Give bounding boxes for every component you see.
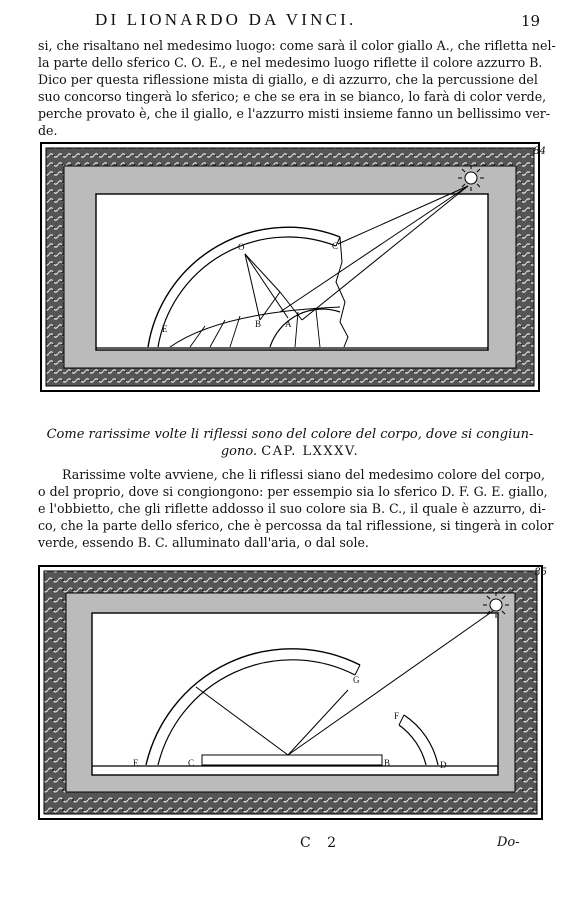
caption-line-1: Come rarissime volte li riflessi sono del colore del corpo, dove si congiun- xyxy=(46,427,534,442)
text-line: co, che la parte dello sferico, che è percossa da tal riflessione, si tingerà in color xyxy=(38,518,554,533)
text-line: si, che risaltano nel medesimo luogo: come sarà il color giallo A., che riflettа nel- xyxy=(38,38,556,53)
figure-label-b: B xyxy=(384,758,391,768)
figure-label-a: A xyxy=(285,319,292,329)
paragraph-1 xyxy=(38,37,556,139)
text-line: o del proprio, dove si congiongono: per essempio sia lo sferico D. F. G. E. giallo, xyxy=(38,484,548,499)
text-line: perche provato è, che il giallo, e l'azzurro misti insieme fanno un bellissimo ver- xyxy=(38,106,551,121)
plate-1-drawing xyxy=(40,142,540,392)
figure-label-e: E xyxy=(133,758,139,768)
figure-label-e: E xyxy=(162,324,168,334)
text-line: Dico per questa riflessione mista di giallo, e di azzurro, che la percussione del xyxy=(38,72,538,87)
text-line: e l'obbietto, che gli riflette addosso il suo colore sia B. C., il quale è azzurro, di- xyxy=(38,501,546,516)
caption-line-2: gono. xyxy=(220,444,258,459)
figure-label-b: B xyxy=(255,319,262,329)
signature-mark: C 2 xyxy=(300,835,343,851)
figure-label-d: D xyxy=(440,760,447,770)
running-title: DI LIONARDO DA VINCI. xyxy=(95,10,357,29)
text-line: suo concorso tingerà lo sferico; e che se era in se bianco, lo farà di color verde, xyxy=(38,89,547,104)
chapter-caption xyxy=(40,426,540,460)
figure-label-c: C xyxy=(332,241,339,251)
plate-2-drawing xyxy=(38,565,543,820)
text-line: Rarissime volte avviene, che li riflessi siano del medesimo colore del corpo, xyxy=(62,467,545,482)
page-number: 19 xyxy=(521,12,541,30)
plate-number: 85 xyxy=(534,567,547,578)
figure-label-f: F xyxy=(394,711,400,721)
paragraph-2 xyxy=(38,466,554,551)
figure-label-o: O xyxy=(238,242,245,252)
chapter-number: CAP. LXXXV. xyxy=(261,444,360,459)
figure-label-c: C xyxy=(188,758,195,768)
catchword: Do- xyxy=(497,835,520,850)
text-line: la parte dello sferico C. O. E., e nel medesimo luogo riflette il colore azzurro B. xyxy=(38,55,543,70)
text-line: de. xyxy=(38,123,58,138)
page-header xyxy=(0,6,582,32)
figure-label-g: G xyxy=(353,675,360,685)
engraved-plate-2 xyxy=(38,565,547,820)
engraved-plate-1 xyxy=(40,142,546,392)
plate-number: 84 xyxy=(533,146,546,157)
text-line: verde, essendo B. C. alluminato dall'aria, o dal sole. xyxy=(38,535,369,550)
